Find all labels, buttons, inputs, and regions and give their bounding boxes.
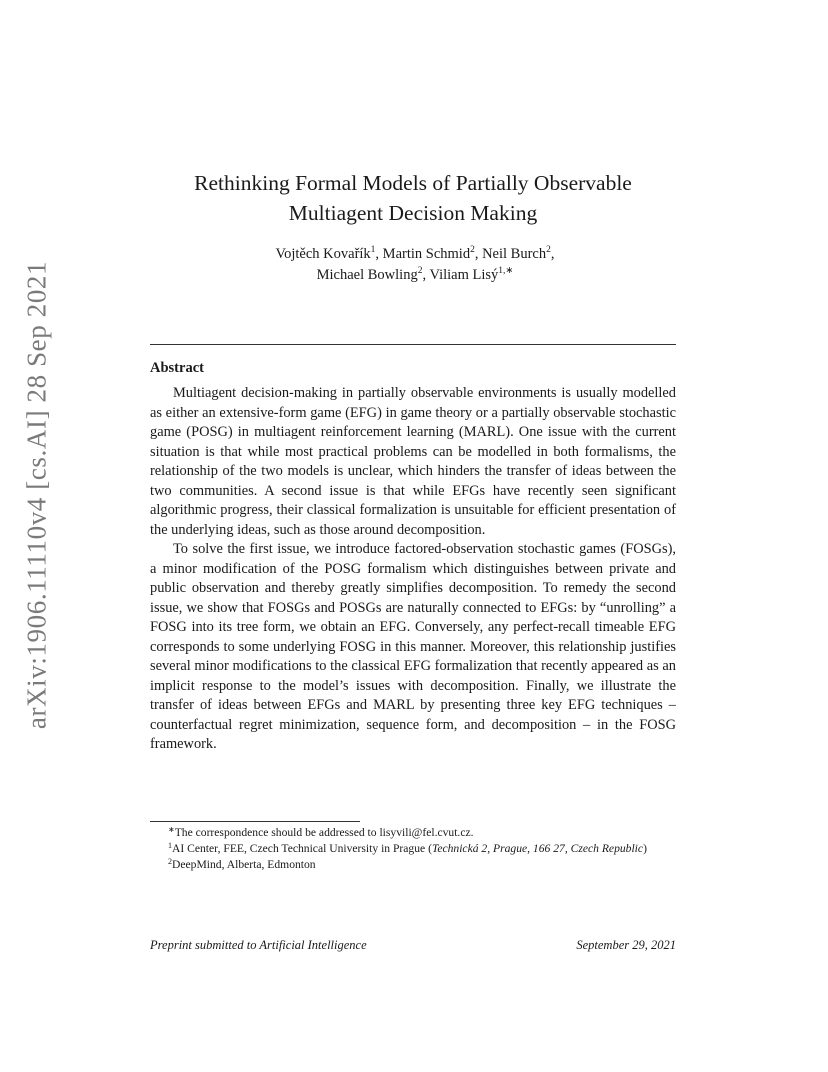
author-line-1	[150, 244, 680, 265]
abstract-heading: Abstract	[150, 360, 204, 376]
abstract-paragraph-1: Multiagent decision-making in partially observable environments is usually modelled as either an extensive-form game (EFG) in game theory or a partially observable stochastic game (POSG) in multiagent reinforcement learning (MARL). One issue with the current situation is that while most practical problems can be modelled in both formalisms, the relationship of the two models is unclear, which hinders the transfer of ideas between the two communities. A second issue is that while EFGs have recently seen significant algorithmic progress, their classical formalization is unsuitable for efficient presentation of the underlying ideas, such as those around decomposition.	[150, 385, 676, 538]
footnote-mark: 2	[168, 857, 172, 866]
arxiv-id: arXiv:1906.11110v4 [cs.AI] 28 Sep 2021	[21, 260, 52, 730]
abstract-paragraph-2: To solve the first issue, we introduce factored-observation stochastic games (FOSGs), a minor modification of the POSG formalism which distinguishes between private and public observation and thereby greatly simplifies decomposition. To remedy the second issue, we show that FOSGs and POSGs are naturally connected to EFGs: by “unrolling” a FOSG into its tree form, we obtain an EFG. Conversely, any perfect-recall timeable EFG corresponds to some underlying FOSG in this manner. Moreover, this relationship justifies several minor modifications to the classical EFG formalization that recently appeared as an implicit response to the model’s issues with decomposition. Finally, we illustrate the transfer of ideas between EFGs and MARL by presenting three key EFG techniques – counterfactual regret minimization, sequence form, and decomposition – in the FOSG framework.	[150, 541, 676, 752]
footnote-rule	[150, 821, 360, 822]
arxiv-sidebar-stamp	[13, 260, 61, 730]
author-affiliation-mark: 1	[370, 245, 376, 255]
footnote-address: Technická 2, Prague, 166 27, Czech Republic	[431, 842, 644, 855]
footnote-correspondence	[150, 825, 676, 841]
author-name: Michael Bowling	[316, 267, 418, 283]
footnote-affiliation-2	[150, 857, 676, 873]
author-separator: ,	[375, 246, 383, 262]
footnote-mark: 1	[168, 841, 172, 850]
footnote-text: DeepMind, Alberta, Edmonton	[172, 858, 316, 871]
author-name: Vojtěch Kovařík	[275, 246, 371, 262]
title-line-1: Rethinking Formal Models of Partially Observable	[194, 171, 632, 195]
footnote-affiliation-1	[150, 841, 676, 857]
author-separator: ,	[422, 267, 430, 283]
footnote-text: )	[643, 842, 647, 855]
author-affiliation-mark: 1,∗	[498, 266, 514, 276]
author-affiliation-mark: 2	[546, 245, 551, 255]
paper-title	[140, 168, 686, 228]
abstract-top-rule	[150, 344, 676, 345]
footnote-mark: ∗	[168, 825, 175, 834]
footnote-text: AI Center, FEE, Czech Technical University in Prague (	[172, 842, 432, 855]
author-list	[150, 244, 680, 286]
author-affiliation-mark: 2	[417, 266, 423, 276]
footnote-text: The correspondence should be addressed to lisyvili@fel.cvut.cz.	[174, 826, 474, 839]
author-name: Neil Burch	[482, 246, 547, 262]
author-name: Viliam Lisý	[429, 267, 499, 283]
author-name: Martin Schmid	[382, 246, 471, 262]
author-separator: ,	[474, 246, 483, 262]
footnotes	[150, 825, 676, 873]
author-affiliation-mark: 2	[470, 245, 475, 255]
preprint-note: Preprint submitted to Artificial Intelligence	[150, 938, 367, 952]
author-separator: ,	[550, 246, 555, 262]
author-line-2	[150, 265, 680, 286]
abstract-body	[150, 384, 676, 755]
title-line-2: Multiagent Decision Making	[288, 201, 538, 225]
footer-date: September 29, 2021	[576, 938, 676, 952]
